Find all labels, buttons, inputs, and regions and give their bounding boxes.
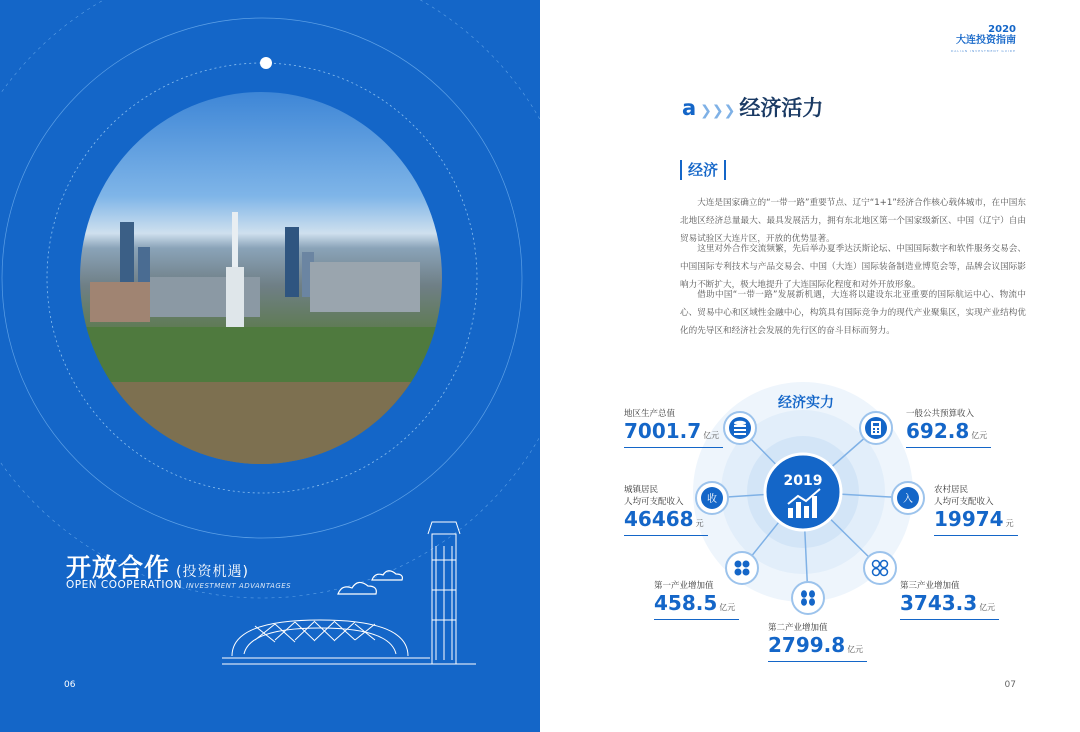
brand-year: 2020 — [988, 24, 1016, 35]
stat-budget-revenue — [906, 408, 991, 448]
right-page — [540, 0, 1080, 732]
city-photo — [80, 92, 442, 464]
cloud-icon — [338, 571, 402, 594]
node-icon-gdp — [724, 412, 756, 444]
stat-unit: 亿元 — [979, 603, 996, 612]
brand-small: DALIAN INVESTMENT GUIDE — [950, 49, 1016, 53]
stat-value: 7001.7 — [624, 419, 702, 443]
section-name: 经济活力 — [739, 96, 824, 120]
brand-name: 大连投资指南 — [956, 35, 1016, 46]
paragraph: 借助中国“一带一路”发展新机遇，大连将以建设东北亚重要的国际航运中心、物流中心、贸易中心和区域性金融中心，构筑具有国际竞争力的现代产业聚集区，实现产业结构优化的先导区和经济社会发展的先行区的奋斗目标而努力。 — [680, 290, 1026, 336]
page-number: 06 — [64, 680, 76, 690]
stat-unit: 亿元 — [703, 431, 720, 440]
stat-label: 第一产业增加值 — [654, 581, 714, 591]
chevrons-icon: ❯❯❯ — [700, 103, 736, 119]
stat-urban-income — [624, 484, 708, 536]
paragraph: 大连是国家确立的“一带一路”重要节点、辽宁“1+1”经济合作核心载体城市，在中国东北地区经济总量最大、最具发展活力，拥有东北地区第一个国家级新区、中国（辽宁）自由贸易试验区大连片区，开放的优势显著。 — [680, 198, 1026, 244]
icon-text-shou: 收 — [707, 494, 717, 505]
orbit-dot — [260, 57, 272, 69]
page-number: 07 — [1004, 680, 1016, 690]
stat-value: 2799.8 — [768, 633, 846, 657]
database-icon — [734, 421, 746, 425]
stat-unit: 亿元 — [719, 603, 736, 612]
stat-label: 第三产业增加值 — [900, 581, 960, 591]
title-sub: (投资机遇) — [176, 564, 249, 580]
subtitle-sub: INVESTMENT ADVANTAGES — [185, 582, 292, 590]
stat-label: 农村居民 人均可支配收入 — [934, 485, 994, 507]
paragraph: 这里对外合作交流频繁，先后举办夏季达沃斯论坛、中国国际数字和软件服务交易会、中国国际专利技术与产品交易会、中国（大连）国际装备制造业博览会等，品牌会议国际影响力不断扩大，极大地提升了大连国际化程度和对外开放形象。 — [680, 244, 1026, 290]
center-badge — [765, 454, 841, 530]
stat-label: 地区生产总值 — [624, 409, 676, 419]
section-heading — [682, 92, 823, 122]
title-main: 开放合作 — [66, 553, 171, 582]
node-icon-rural — [892, 482, 924, 514]
stat-gdp — [624, 408, 723, 448]
stat-unit: 亿元 — [971, 431, 988, 440]
stat-primary-industry — [654, 580, 739, 620]
brand-mark — [951, 24, 1016, 57]
overview-title: 经济实力 — [778, 395, 834, 411]
stat-label: 第二产业增加值 — [768, 623, 828, 633]
stat-rural-income — [934, 484, 1018, 536]
node-icon-budget — [860, 412, 892, 444]
stat-value: 458.5 — [654, 591, 718, 615]
subsection-tag: 经济 — [680, 160, 726, 180]
stat-value: 19974 — [934, 507, 1004, 531]
node-icon-tertiary — [864, 552, 896, 584]
stat-secondary-industry — [768, 622, 867, 662]
section-letter: a — [682, 96, 697, 120]
stat-unit: 元 — [1005, 519, 1014, 528]
subtitle-main: OPEN COOPERATION — [66, 579, 183, 591]
left-page-subtitle — [66, 579, 291, 591]
stat-unit: 元 — [695, 519, 704, 528]
stat-tertiary-industry — [900, 580, 999, 620]
node-icon-secondary — [792, 582, 824, 614]
icon-text-ru: 入 — [903, 494, 913, 505]
center-year: 2019 — [783, 473, 823, 489]
stat-value: 3743.3 — [900, 591, 978, 615]
stat-value: 46468 — [624, 507, 694, 531]
stat-label: 城镇居民 人均可支配收入 — [624, 485, 684, 507]
stadium-line-art — [222, 522, 476, 664]
stat-label: 一般公共预算收入 — [906, 409, 975, 419]
stat-value: 692.8 — [906, 419, 970, 443]
stat-unit: 亿元 — [847, 645, 864, 654]
